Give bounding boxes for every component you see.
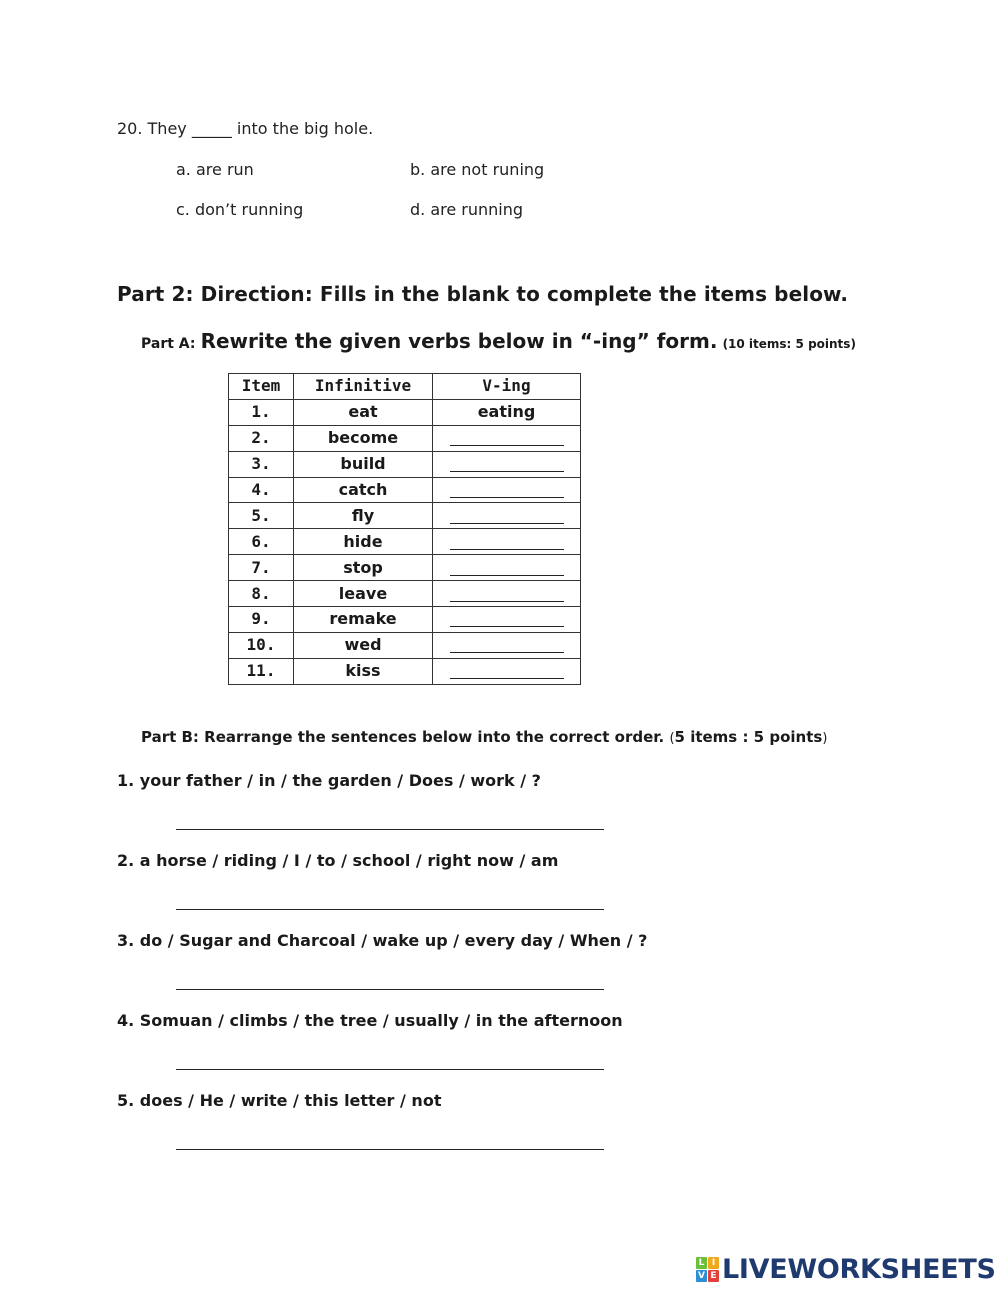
option-a[interactable]: a. are run — [176, 160, 254, 179]
logo-letter-v: V — [696, 1270, 707, 1282]
part-b-points-open: ( — [669, 731, 675, 746]
sentence-2: 2. a horse / riding / I / to / school / right now / am — [117, 851, 559, 870]
option-d[interactable]: d. are running — [410, 200, 524, 219]
blank-line[interactable] — [450, 665, 564, 679]
row-item-number: 6. — [229, 529, 294, 555]
blank-line[interactable] — [450, 458, 564, 472]
answer-line-1[interactable] — [176, 829, 604, 830]
sentence-3: 3. do / Sugar and Charcoal / wake up / every day / When / ? — [117, 931, 648, 950]
row-infinitive: leave — [294, 581, 433, 607]
table-row — [229, 555, 581, 581]
ving-answer-field[interactable] — [433, 581, 581, 607]
part-a-points: 10 items: 5 points — [728, 337, 851, 351]
blank-line[interactable] — [450, 588, 564, 602]
blank-line[interactable] — [450, 536, 564, 550]
header-infinitive: Infinitive — [294, 374, 433, 400]
row-infinitive: eat — [294, 399, 433, 425]
header-ving: V-ing — [433, 374, 581, 400]
row-infinitive: stop — [294, 555, 433, 581]
answer-line-2[interactable] — [176, 909, 604, 910]
row-infinitive: build — [294, 451, 433, 477]
sentence-1: 1. your father / in / the garden / Does / work / ? — [117, 771, 541, 790]
row-item-number: 9. — [229, 607, 294, 633]
row-item-number: 8. — [229, 581, 294, 607]
option-c[interactable]: c. don’t running — [176, 200, 304, 219]
ving-answer-field[interactable] — [433, 503, 581, 529]
ving-answer-field[interactable] — [433, 529, 581, 555]
sentence-5: 5. does / He / write / this letter / not — [117, 1091, 442, 1110]
answer-line-4[interactable] — [176, 1069, 604, 1070]
table-header-row — [229, 374, 581, 400]
table-row — [229, 607, 581, 633]
logo-letter-l: L — [696, 1257, 707, 1269]
table-row — [229, 451, 581, 477]
table-row — [229, 658, 581, 684]
liveworksheets-logo — [696, 1256, 996, 1283]
row-infinitive: wed — [294, 632, 433, 658]
verb-table — [228, 373, 581, 685]
part-a-points-open: ( — [722, 337, 729, 351]
row-infinitive: become — [294, 425, 433, 451]
row-item-number: 4. — [229, 477, 294, 503]
part-b-instruction: Part B: Rearrange the sentences below into the correct order. — [141, 728, 665, 746]
part-2-heading: Part 2: Direction: Fills in the blank to complete the items below. — [117, 282, 849, 306]
table-row — [229, 425, 581, 451]
blank-line[interactable] — [450, 432, 564, 446]
part-a-label: Part A: — [141, 336, 196, 352]
part-b-points: 5 items : 5 points — [674, 728, 823, 746]
table-row — [229, 399, 581, 425]
part-b-points-close: ) — [822, 731, 828, 746]
logo-letter-e: E — [708, 1270, 719, 1282]
row-item-number: 11. — [229, 658, 294, 684]
row-item-number: 5. — [229, 503, 294, 529]
row-infinitive: remake — [294, 607, 433, 633]
ving-answer-field[interactable] — [433, 632, 581, 658]
ving-answer-field[interactable] — [433, 425, 581, 451]
row-infinitive: kiss — [294, 658, 433, 684]
ving-answer-field[interactable] — [433, 555, 581, 581]
ving-answer-field[interactable] — [433, 607, 581, 633]
table-row — [229, 503, 581, 529]
row-item-number: 7. — [229, 555, 294, 581]
row-infinitive: catch — [294, 477, 433, 503]
ving-answer-field[interactable] — [433, 477, 581, 503]
part-b-heading — [141, 728, 827, 746]
live-logo-icon — [696, 1257, 719, 1282]
logo-wordmark: LIVEWORKSHEETS — [722, 1254, 996, 1285]
blank-line[interactable] — [450, 562, 564, 576]
blank-line[interactable] — [450, 510, 564, 524]
part-a-points-close: ) — [850, 337, 856, 351]
answer-line-3[interactable] — [176, 989, 604, 990]
ving-answer-field[interactable] — [433, 451, 581, 477]
row-infinitive: hide — [294, 529, 433, 555]
blank-line[interactable] — [450, 484, 564, 498]
blank-line[interactable] — [450, 639, 564, 653]
header-item: Item — [229, 374, 294, 400]
table-row — [229, 529, 581, 555]
option-b[interactable]: b. are not runing — [410, 160, 545, 179]
answer-line-5[interactable] — [176, 1149, 604, 1150]
table-row — [229, 632, 581, 658]
ving-answer-field[interactable] — [433, 658, 581, 684]
row-item-number: 2. — [229, 425, 294, 451]
table-row — [229, 581, 581, 607]
row-infinitive: fly — [294, 503, 433, 529]
row-item-number: 1. — [229, 399, 294, 425]
row-item-number: 3. — [229, 451, 294, 477]
part-a-instruction: Rewrite the given verbs below in “-ing” form. — [200, 329, 718, 353]
blank-line[interactable] — [450, 613, 564, 627]
table-row — [229, 477, 581, 503]
sentence-4: 4. Somuan / climbs / the tree / usually / in the afternoon — [117, 1011, 623, 1030]
logo-letter-i: I — [708, 1257, 719, 1269]
part-a-heading — [141, 329, 856, 353]
question-20-stem: 20. They _____ into the big hole. — [117, 119, 374, 138]
row-ving-example: eating — [433, 399, 581, 425]
row-item-number: 10. — [229, 632, 294, 658]
